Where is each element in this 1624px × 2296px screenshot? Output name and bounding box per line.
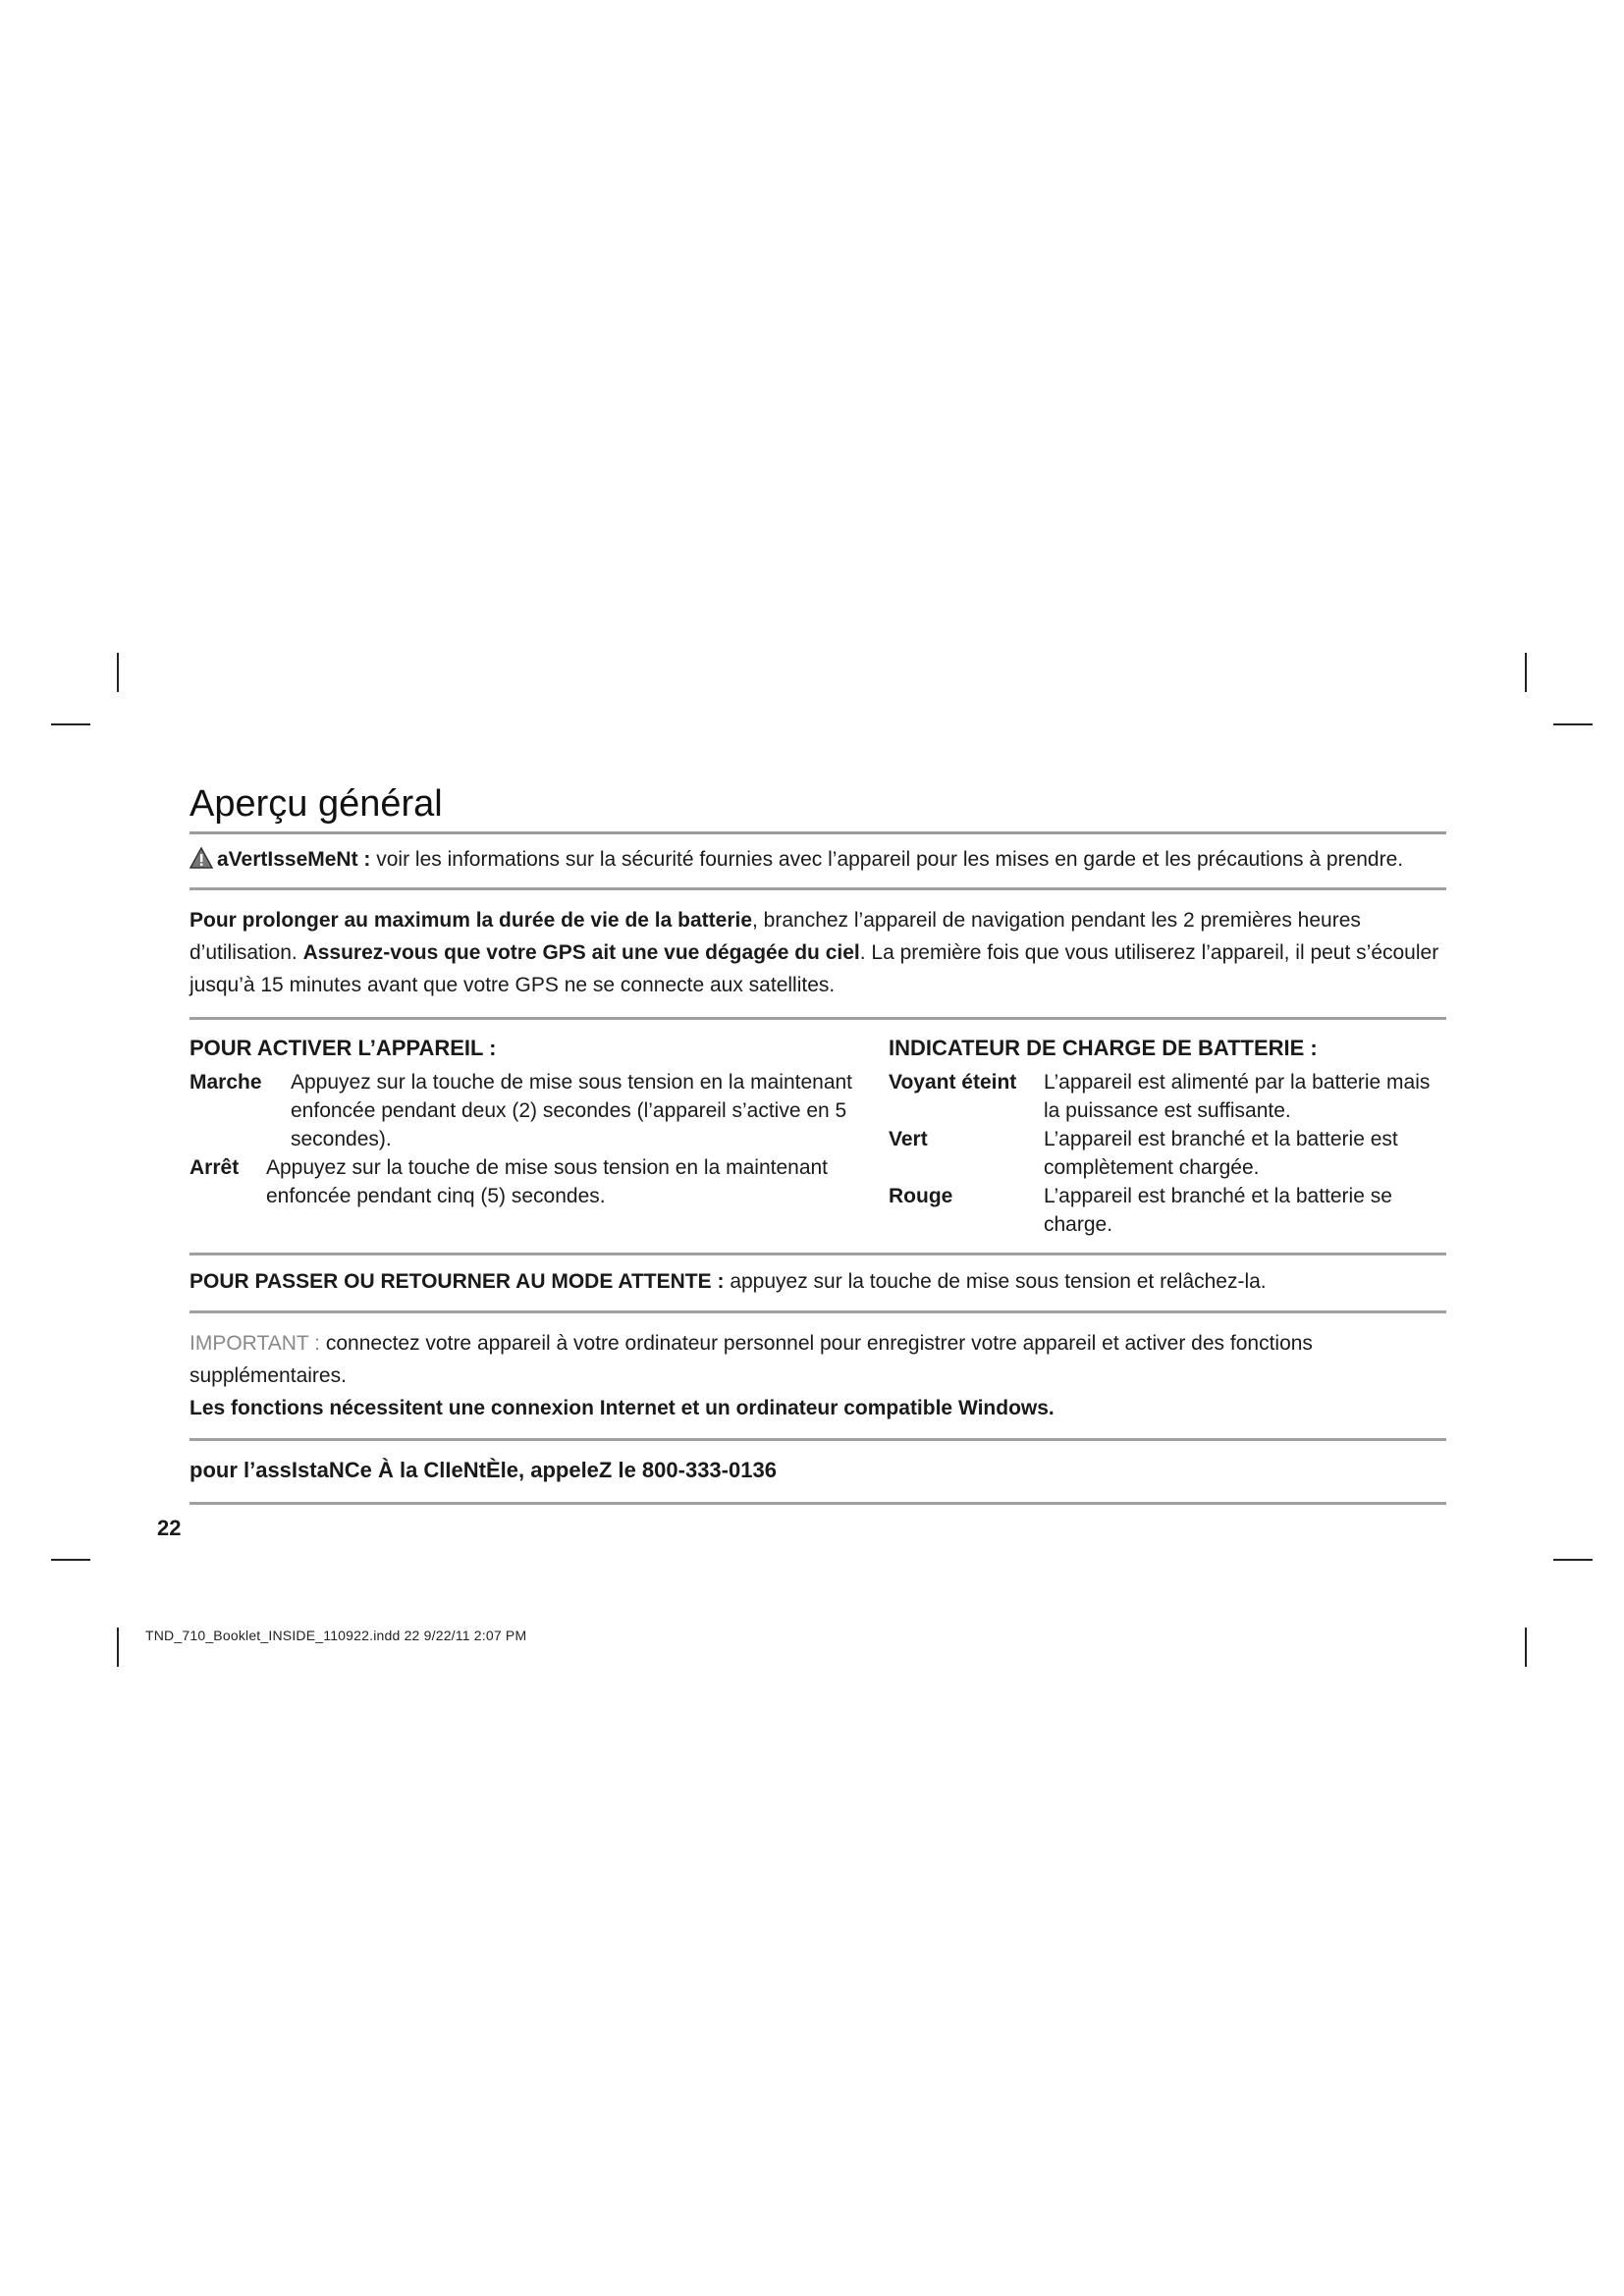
battery-indicator-text: L’appareil est branché et la batterie est complètement chargée. <box>1044 1128 1398 1179</box>
page-number: 22 <box>157 1516 182 1540</box>
important-bold-text: Les fonctions nécessitent une connexion Internet et un ordinateur compatible Windows. <box>189 1397 1055 1419</box>
page-content <box>189 780 1446 1505</box>
battery-indicator-column <box>889 1034 1446 1239</box>
crop-mark-bottom-right-h <box>1553 1559 1593 1561</box>
battery-intro-text-2: . La première fois que vous utiliserez l’appareil, il peut s’écouler jusqu’à 15 minutes avant que votre GPS ne se connecte aux satellites. <box>189 941 1439 996</box>
crop-mark-bottom-right <box>1525 1628 1527 1667</box>
important-section <box>189 1313 1446 1438</box>
crop-mark-bottom-left-h <box>51 1559 90 1561</box>
crop-mark-top-left-h <box>51 723 90 725</box>
crop-mark-bottom-left <box>117 1628 119 1667</box>
customer-support-line: pour l’assIstaNCe À la ClIeNtÈle, appeleZ le 800-333-0136 <box>189 1458 777 1482</box>
warning-label: aVertIsseMeNt : <box>217 848 371 871</box>
battery-indicator-text: L’appareil est branché et la batterie se charge. <box>1044 1185 1392 1236</box>
battery-indicator-row <box>889 1182 1446 1239</box>
activate-column <box>189 1034 889 1239</box>
two-column-section <box>189 1020 1446 1253</box>
print-slug: TND_710_Booklet_INSIDE_110922.indd 22 9/22/11 2:07 PM <box>145 1628 527 1643</box>
battery-intro <box>189 890 1446 1017</box>
important-label: IMPORTANT : <box>189 1332 321 1355</box>
activate-heading: POUR ACTIVER L’APPAREIL : <box>189 1036 497 1060</box>
crop-mark-top-right <box>1525 653 1527 692</box>
page-title: Aperçu général <box>189 780 1446 834</box>
battery-indicator-text: L’appareil est alimenté par la batterie mais la puissance est suffisante. <box>1044 1071 1431 1122</box>
activate-off-label: Arrêt <box>189 1156 240 1179</box>
activate-on-label: Marche <box>189 1071 262 1094</box>
battery-intro-bold-1: Pour prolonger au maximum la durée de vie de la batterie <box>189 909 752 932</box>
battery-intro-text-1: , branchez l’appareil de navigation pendant les 2 premières heures d’utilisation. <box>189 909 1361 964</box>
standby-label: POUR PASSER OU RETOURNER AU MODE ATTENTE : <box>189 1270 725 1293</box>
battery-indicator-label: Rouge <box>889 1185 953 1207</box>
activate-off-row <box>189 1153 889 1210</box>
standby-text: appuyez sur la touche de mise sous tension et relâchez-la. <box>730 1270 1267 1293</box>
important-text: connectez votre appareil à votre ordinateur personnel pour enregistrer votre appareil et activer des fonctions supplémentaires. <box>189 1332 1313 1387</box>
warning-section <box>189 834 1446 887</box>
standby-section <box>189 1255 1446 1310</box>
battery-indicator-label: Voyant éteint <box>889 1071 1017 1094</box>
battery-indicator-label: Vert <box>889 1128 928 1150</box>
crop-mark-top-right-h <box>1553 723 1593 725</box>
crop-mark-top-left <box>117 653 119 692</box>
battery-indicator-heading: INDICATEUR DE CHARGE DE BATTERIE : <box>889 1036 1318 1060</box>
battery-indicator-row <box>889 1068 1446 1125</box>
battery-intro-bold-2: Assurez-vous que votre GPS ait une vue dégagée du ciel <box>302 941 860 964</box>
activate-off-text: Appuyez sur la touche de mise sous tension en la maintenant enfoncée pendant cinq (5) secondes. <box>266 1156 829 1207</box>
battery-indicator-row <box>889 1125 1446 1182</box>
activate-on-text: Appuyez sur la touche de mise sous tension en la maintenant enfoncée pendant deux (2) secondes (l’appareil s’active en 5 secondes). <box>291 1071 853 1150</box>
warning-text: voir les informations sur la sécurité fournies avec l’appareil pour les mises en garde et les précautions à prendre. <box>376 848 1404 871</box>
divider <box>189 1502 1446 1505</box>
warning-triangle-icon <box>189 847 213 869</box>
activate-on-row <box>189 1068 889 1153</box>
